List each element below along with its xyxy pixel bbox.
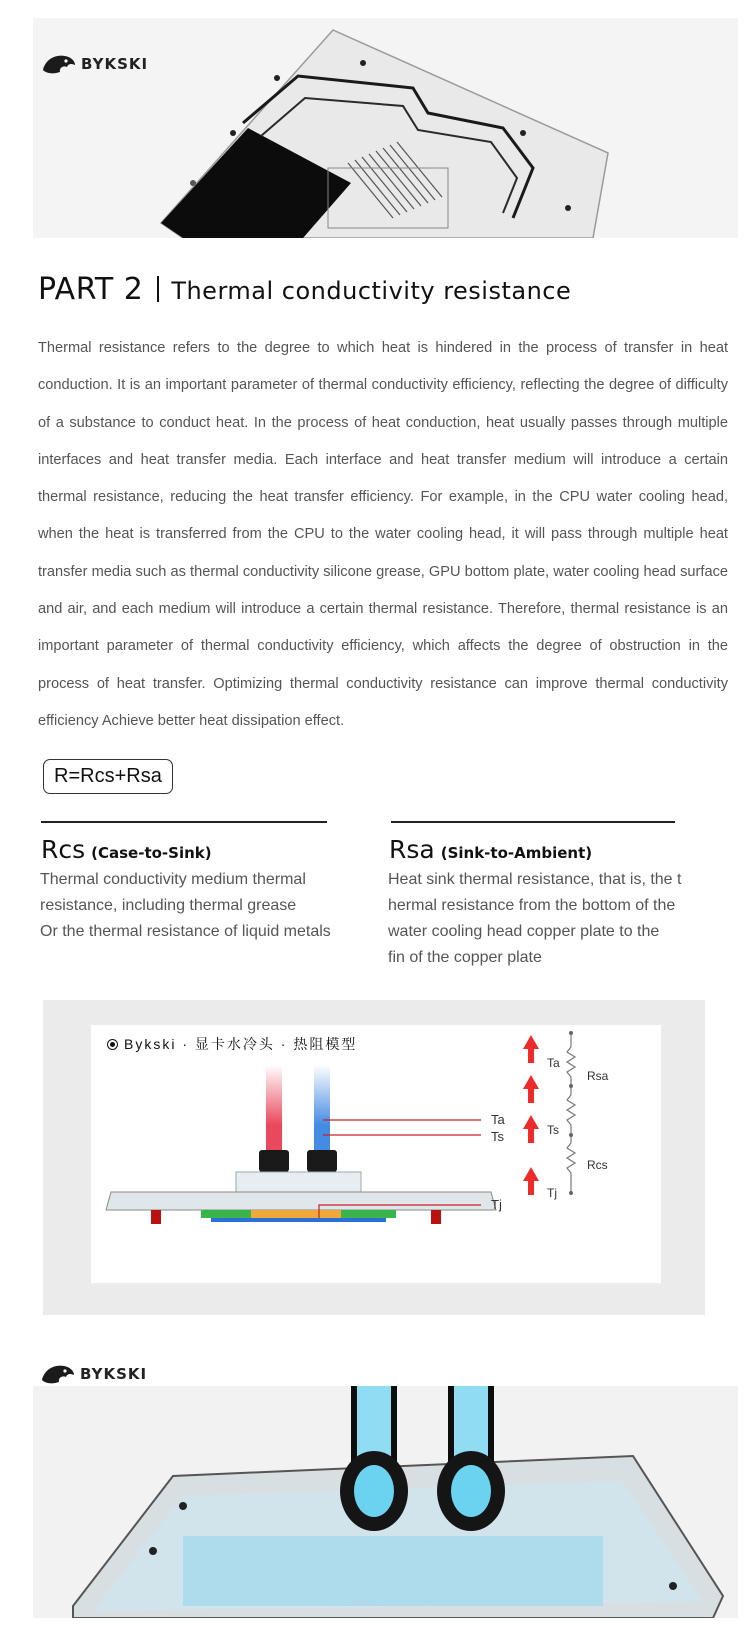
diagram-title-text: Bykski · 显卡水冷头 · 热阻模型 xyxy=(124,1036,358,1052)
rcs-line: resistance, including thermal grease xyxy=(40,897,297,914)
resistor-chain xyxy=(567,1033,575,1193)
rcs-line: Or the thermal resistance of liquid metals xyxy=(40,923,331,940)
rcs-label: Rcs xyxy=(587,1158,608,1172)
rsa-description xyxy=(388,867,688,971)
dragon-logo-icon xyxy=(40,1362,76,1386)
bottom-product-banner xyxy=(33,1386,738,1618)
dragon-logo-icon xyxy=(41,52,77,76)
rcs-description xyxy=(40,867,350,945)
brand-logo-bottom xyxy=(40,1362,147,1386)
rsa-name: (Sink-to-Ambient) xyxy=(440,844,593,862)
rcs-symbol: Rcs xyxy=(41,835,86,864)
ts-label-left: Ts xyxy=(491,1129,504,1144)
rcs-name: (Case-to-Sink) xyxy=(91,844,212,862)
ta-label-left: Ta xyxy=(491,1112,505,1127)
rsa-divider xyxy=(391,821,675,823)
rcs-divider xyxy=(41,821,327,823)
section-heading xyxy=(38,272,571,307)
thermal-resistance-description: Thermal resistance refers to the degree to which heat is hindered in the process of transfer in heat conduction. It is an important parameter of thermal conductivity efficiency, reflecting the degree of difficulty of a substance to conduct heat. In the process of heat conduction, heat usually passes through multiple interfaces and heat transfer media. Each interface and heat transfer medium will introduce a certain thermal resistance, reducing the heat transfer efficiency. For example, in the CPU water cooling head, when the heat is transferred from the CPU to the water cooling head, it will pass through multiple heat transfer media such as thermal conductivity silicone grease, GPU bottom plate, water cooling head surface and air, and each medium will introduce a certain thermal resistance. Therefore, thermal resistance is an important parameter of thermal conductivity efficiency, which affects the degree of obstruction in the process of heat transfer. Optimizing thermal conductivity resistance can improve thermal conductivity efficiency Achieve better heat dissipation effect. xyxy=(38,340,728,729)
tj-label-right: Tj xyxy=(547,1186,557,1200)
logo-wordmark: BYKSKI xyxy=(80,1365,148,1383)
rcs-heading xyxy=(41,835,212,864)
part-label: PART 2 xyxy=(38,272,144,307)
water-block-top-image xyxy=(33,18,738,238)
rsa-heading xyxy=(389,835,592,864)
rcs-line: Thermal conductivity medium thermal xyxy=(40,871,306,888)
fitting-right xyxy=(307,1150,337,1172)
rsa-line: water cooling head copper plate to the xyxy=(388,923,660,940)
ta-label-right: Ta xyxy=(547,1056,560,1070)
ts-label-right: Ts xyxy=(547,1123,559,1137)
heading-divider xyxy=(157,276,159,302)
rsa-line: Heat sink thermal resistance, that is, the t xyxy=(388,871,682,888)
brand-logo xyxy=(41,52,148,76)
rsa-line: fin of the copper plate xyxy=(388,949,542,966)
top-product-banner xyxy=(33,18,738,238)
rsa-line: hermal resistance from the bottom of the xyxy=(388,897,676,914)
section-title: Thermal conductivity resistance xyxy=(171,277,572,305)
formula-box: R=Rcs+Rsa xyxy=(43,759,173,794)
block-base xyxy=(106,1192,496,1210)
fitting-left xyxy=(259,1150,289,1172)
rsa-symbol: Rsa xyxy=(389,835,435,864)
logo-wordmark: BYKSKI xyxy=(81,55,149,73)
water-block-bottom-image xyxy=(33,1386,738,1618)
rsa-label: Rsa xyxy=(587,1069,609,1083)
heat-arrows xyxy=(523,1035,539,1195)
diagram-illustration xyxy=(91,1025,661,1283)
tj-label-left: Tj xyxy=(491,1197,502,1212)
